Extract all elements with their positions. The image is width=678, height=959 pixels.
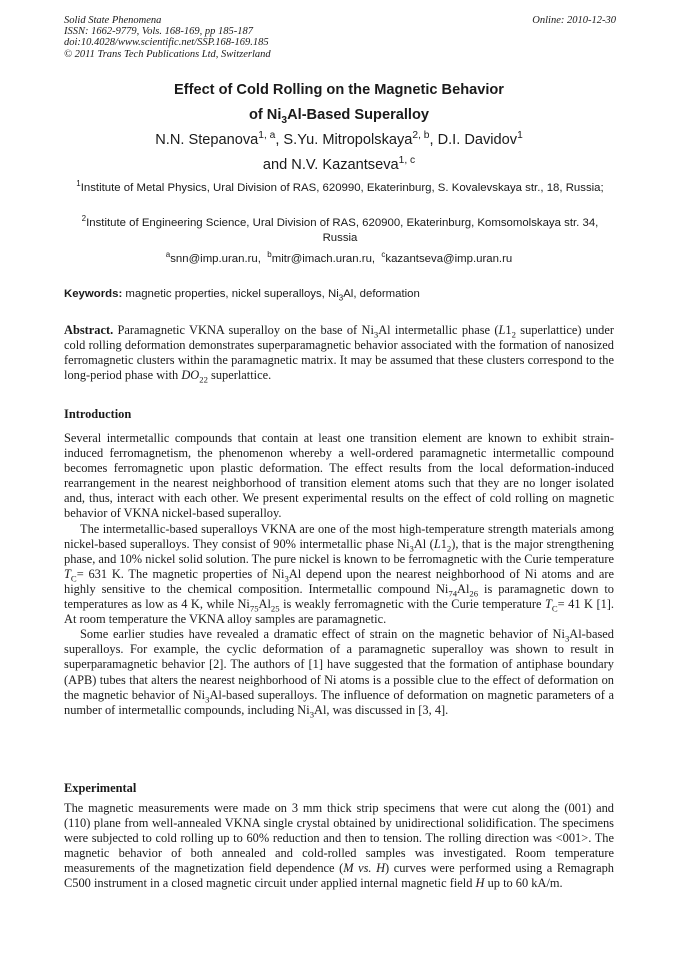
affiliation-1: $^1$Institute of Metal Physics, Ural Division of RAS, 620990, Ekaterinburg, S. Kovalevskaya str., 18, Russia; (76, 179, 604, 194)
author-name: N.N. Stepanova (155, 132, 259, 148)
email-link[interactable]: snn@imp.uran.ru, (170, 253, 261, 265)
paper-title-line2: of $Ni_3Al$-Based Superalloy (248, 107, 430, 126)
section-heading-experimental: Experimental (64, 781, 137, 795)
author-name: and N.V. Kazantseva (262, 157, 399, 173)
paragraph: The magnetic measurements were made on 3 mm thick strip specimens that were cut along the (001) and (110) plane from well-annealed VKNA single crystal obtained by unidirectional solidification. The specimens were subjected to cold rolling up to 60% reduction and then to tension. The rolling direction was <001>. The magnetic behavior of both annealed and cold-rolled samples was investigated. Room temperature measurements of the magnetization field dependence (M vs. H) curves were performed using a Remagraph C500 instrument in a closed magnetic circuit under applied internal magnetic field H up to 60 kA/m. (64, 801, 614, 891)
author-name: , D.I. Davidov (429, 132, 518, 148)
affiliation-2: $^2$Institute of Engineering Science, Ural Division of RAS, 620900, Ekaterinburg, Komsomolskaya str. 34, Russia (81, 214, 599, 244)
author-emails: $^a$snn@imp.uran.ru, $^b$mitr@imach.uran.ru, $^c$kazantseva@imp.uran.ru (165, 250, 513, 265)
email-link[interactable]: kazantseva@imp.uran.ru (385, 253, 513, 265)
author-name: , S.Yu. Mitropolskaya (275, 132, 413, 148)
experimental-body (64, 801, 614, 892)
paragraph: Some earlier studies have revealed a dramatic effect of strain on the magnetic behavior of $Ni_3Al$-based superalloys. For example, the cyclic deformation of a paramagnetic superalloy was shown to result in superparamagnetic behavior [2]. The authors of [1] have suggested that the formation of antiphase boundary (APB) tubes that alters the nearest neighborhood of Ni atoms is a possible clue to the effect of deformation on the magnetic behavior of $Ni_3Al$-based superalloys. The influence of deformation on magnetic parameters of a number of intermetallic compounds, including $Ni_3Al$, was discussed in [3, 4]. (64, 627, 614, 720)
journal-name: Solid State Phenomena (64, 15, 162, 26)
email-link[interactable]: mitr@imach.uran.ru, (271, 253, 376, 265)
keywords: Keywords: magnetic properties, nickel superalloys, $Ni_3Al$, deformation (64, 288, 420, 303)
paragraph: Several intermetallic compounds that contain at least one transition element are known to exhibit strain-induced ferromagnetism, the phenomenon whereby a well-ordered paramagnetic intermetallic compound becomes ferromagnetic upon plastic deformation. The effect results from the local deformation-induced rearrangement in the nearest neighborhood of transition element atoms such that they are no longer isolated and, thus, interact with each other. We present experimental results on the effect of cold rolling on magnetic behavior of VKNA nickel-based superalloy. (64, 431, 614, 521)
introduction-body (64, 431, 614, 718)
section-heading-introduction: Introduction (64, 407, 132, 421)
author-line2: and N.V. Kazantseva$^{1, c}$ (262, 155, 416, 173)
online-date: Online: 2010-12-30 (532, 15, 616, 26)
journal-doi: doi:10.4028/www.scientific.net/SSP.168-169.185 (64, 37, 269, 49)
journal-issn: ISSN: 1662-9779, Vols. 168-169, pp 185-187 (64, 26, 253, 38)
author-line1: N.N. Stepanova$^{1, a}$, S.Yu. Mitropolskaya$^{2, b}$, D.I. Davidov$^1$ (155, 130, 523, 148)
abstract: Abstract. Paramagnetic VKNA superalloy on the base of $Ni_3Al$ intermetallic phase ($L1_2$ superlattice) under cold rolling deformation demonstrates superparamagnetic behavior associated with the formation of nanosized ferromagnetic clusters within the paramagnetic matrix. It may be assumed that these clusters correspond to the long-period phase with $DO_{22}$ superlattice. (64, 323, 615, 385)
paragraph: The intermetallic-based superalloys VKNA are one of the most high-temperature strength materials among nickel-based superalloys. They consist of 90% intermetallic phase $Ni_3Al$ $(L1_2)$, that is the major strengthening phase, and 10% nickel solid solution. The pure nickel is known to be ferromagnetic with the Curie temperature $T_C= 631$ K. The magnetic properties of $Ni_3Al$ depend upon the nearest neighborhood of Ni atoms and are highly sensitive to the chemical composition. Intermetallic compound $Ni_{74}Al_{26}$ is paramagnetic down to temperatures as low as 4 K, while $Ni_{75}Al_{25}$ is weakly ferromagnetic with the Curie temperature $T_C= 41$ K [1]. At room temperature the VKNA alloy samples are paramagnetic. (64, 521, 615, 627)
journal-copyright: © 2011 Trans Tech Publications Ltd, Switzerland (64, 48, 271, 60)
paper-title-line1: Effect of Cold Rolling on the Magnetic Behavior (174, 82, 504, 98)
